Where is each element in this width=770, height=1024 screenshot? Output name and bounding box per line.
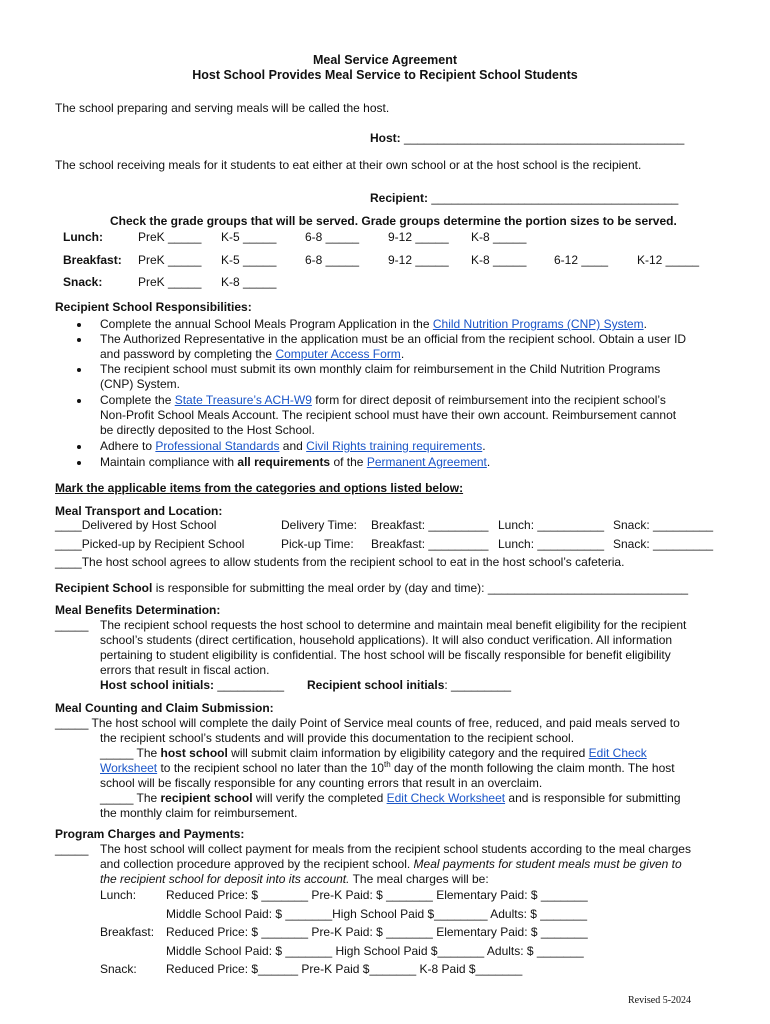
cnp-system-link[interactable]: Child Nutrition Programs (CNP) System xyxy=(432,317,644,331)
responsibility-text: . xyxy=(486,455,491,469)
edit-check-worksheet-link-cont[interactable]: Worksheet xyxy=(100,761,158,775)
responsibility-item-cont: (CNP) System. xyxy=(100,377,181,391)
lunch-grade-k5[interactable]: K-5 _____ xyxy=(221,230,277,244)
recipient-initials-blank: : _________ xyxy=(444,678,512,692)
benefits-heading: Meal Benefits Determination: xyxy=(55,603,221,617)
delivery-lunch-field[interactable]: Lunch: __________ xyxy=(498,518,605,532)
charges-text: The host school will collect payment for meals from the recipient school students according to the meal charges xyxy=(100,842,691,856)
responsibility-text: Adhere to xyxy=(100,439,156,453)
host-initials-blank: __________ xyxy=(214,678,285,692)
counting-recipient-verify-option[interactable] xyxy=(100,791,681,806)
responsibility-item xyxy=(100,393,666,408)
counting-text: will verify the completed xyxy=(252,791,387,805)
recipient-school-emphasis: Recipient School xyxy=(55,581,153,595)
counting-text: _____ The xyxy=(100,746,161,760)
revision-date: Revised 5-2024 xyxy=(628,995,692,1006)
benefits-text: errors that result in fiscal action. xyxy=(100,663,270,677)
counting-text: to the recipient school no later than the 10 xyxy=(157,761,384,775)
lunch-charges-row-1[interactable]: Reduced Price: $ _______ Pre-K Paid: $ _______ Elementary Paid: $ _______ xyxy=(166,888,588,902)
superscript-th: th xyxy=(383,760,391,769)
snack-charges-row[interactable]: Reduced Price: $______ Pre-K Paid $_______ K-8 Paid $_______ xyxy=(166,962,523,976)
counting-host-claim-option[interactable] xyxy=(100,746,647,761)
charges-italic-text: Meal payments for student meals must be given to xyxy=(413,857,682,871)
responsibility-text: form for direct deposit of reimbursement into the recipient school’s xyxy=(311,393,666,407)
page-title: Meal Service Agreement xyxy=(312,53,458,67)
lunch-grades-label: Lunch: xyxy=(63,230,103,244)
edit-check-worksheet-link[interactable]: Edit Check xyxy=(588,746,647,760)
counting-text-line xyxy=(100,761,675,776)
counting-host-pos-option[interactable]: _____ The host school will complete the daily Point of Service meal counts of free, reduced, and paid meals served to xyxy=(55,716,680,730)
breakfast-grades-label: Breakfast: xyxy=(63,253,122,267)
responsibility-text: and password by completing the xyxy=(100,347,276,361)
pickup-lunch-field[interactable]: Lunch: __________ xyxy=(498,537,605,551)
host-school-emphasis: host school xyxy=(160,746,228,760)
picked-up-by-recipient-option[interactable]: ____Picked-up by Recipient School xyxy=(55,537,245,551)
counting-text: the recipient school’s students and will provide this documentation to the recipient school. xyxy=(100,731,575,745)
breakfast-grade-9-12[interactable]: 9-12 _____ xyxy=(388,253,449,267)
charges-text: The meal charges will be: xyxy=(349,872,489,886)
breakfast-grade-6-12[interactable]: 6-12 ____ xyxy=(554,253,609,267)
responsibility-text: and xyxy=(279,439,307,453)
ach-w9-link[interactable]: State Treasure’s ACH-W9 xyxy=(174,393,312,407)
lunch-charges-label: Lunch: xyxy=(100,888,137,902)
counting-text: _____ The xyxy=(100,791,161,805)
bullet-icon xyxy=(76,317,84,332)
eat-at-host-cafeteria-option[interactable]: ____The host school agrees to allow students from the recipient school to eat in the host school’s cafeteria. xyxy=(55,555,625,569)
host-initials-field[interactable] xyxy=(100,678,284,693)
lunch-charges-row-2[interactable]: Middle School Paid: $ _______High School Paid $________ Adults: $ _______ xyxy=(166,907,587,921)
delivery-snack-field[interactable]: Snack: _________ xyxy=(613,518,714,532)
charges-heading: Program Charges and Payments: xyxy=(55,827,245,841)
host-blank: __________________________________________ xyxy=(404,131,685,145)
recipient-label: Recipient: xyxy=(370,191,429,205)
responsibility-text: . xyxy=(482,439,486,453)
snack-grade-k8[interactable]: K-8 _____ xyxy=(221,275,277,289)
responsibility-item xyxy=(100,439,486,454)
counting-text: and is responsible for submitting xyxy=(505,791,681,805)
bullet-icon xyxy=(76,455,84,470)
recipient-initials-field[interactable] xyxy=(307,678,511,693)
responsibility-item-cont: Non-Profit School Meals Account. The recipient school must have their own account. Reimbursement cannot xyxy=(100,408,677,422)
transport-heading: Meal Transport and Location: xyxy=(55,504,223,518)
bullet-icon xyxy=(76,439,84,454)
snack-grades-label: Snack: xyxy=(63,275,103,289)
charges-checkbox-blank[interactable]: _____ xyxy=(55,842,89,856)
responsibility-text: Complete the xyxy=(100,393,175,407)
responsibility-text: Maintain compliance with xyxy=(100,455,238,469)
recipient-blank: _____________________________________ xyxy=(431,191,679,205)
bullet-icon xyxy=(76,362,84,377)
pickup-breakfast-field[interactable]: Breakfast: _________ xyxy=(371,537,489,551)
meal-order-statement[interactable] xyxy=(55,581,688,596)
page-subtitle: Host School Provides Meal Service to Recipient School Students xyxy=(192,68,578,82)
responsibility-item-cont xyxy=(100,347,404,362)
recipient-school-emphasis: recipient school xyxy=(160,791,253,805)
counting-heading: Meal Counting and Claim Submission: xyxy=(55,701,274,715)
benefits-checkbox-blank[interactable]: _____ xyxy=(55,618,89,632)
benefits-text: school’s students (direct certification, household applications). It will also conduct verification. All information xyxy=(100,633,673,647)
delivered-by-host-option[interactable]: ____Delivered by Host School xyxy=(55,518,217,532)
counting-text: the monthly claim for reimbursement. xyxy=(100,806,298,820)
meal-order-text: is responsible for submitting the meal order by (day and time): ______________________________ xyxy=(152,581,689,595)
breakfast-grade-prek[interactable]: PreK _____ xyxy=(138,253,202,267)
permanent-agreement-link[interactable]: Permanent Agreement xyxy=(366,455,487,469)
breakfast-charges-row-2[interactable]: Middle School Paid: $ _______ High School Paid $_______ Adults: $ _______ xyxy=(166,944,584,958)
charges-text-line xyxy=(100,857,682,872)
breakfast-grade-k12[interactable]: K-12 _____ xyxy=(637,253,700,267)
responsibility-item-cont: be directly deposited to the Host School. xyxy=(100,423,315,437)
counting-text: day of the month following the claim month. The host xyxy=(390,761,675,775)
breakfast-grade-k5[interactable]: K-5 _____ xyxy=(221,253,277,267)
responsibility-item xyxy=(100,317,647,332)
delivery-time-label: Delivery Time: xyxy=(281,518,358,532)
lunch-grade-k8[interactable]: K-8 _____ xyxy=(471,230,527,244)
host-label: Host: xyxy=(370,131,401,145)
edit-check-worksheet-link-2[interactable]: Edit Check Worksheet xyxy=(386,791,506,805)
responsibility-item xyxy=(100,455,490,470)
responsibility-item: The recipient school must submit its own monthly claim for reimbursement in the Child Nutrition Programs xyxy=(100,362,661,376)
host-field[interactable] xyxy=(370,131,684,146)
bullet-icon xyxy=(76,393,84,408)
civil-rights-training-link[interactable]: Civil Rights training requirements xyxy=(306,439,483,453)
delivery-breakfast-field[interactable]: Breakfast: _________ xyxy=(371,518,489,532)
benefits-text: The recipient school requests the host school to determine and maintain meal benefit eligibility for the recipient xyxy=(100,618,687,632)
host-initials-label: Host school initials: xyxy=(100,678,215,692)
snack-grade-prek[interactable]: PreK _____ xyxy=(138,275,202,289)
breakfast-grade-k8[interactable]: K-8 _____ xyxy=(471,253,527,267)
host-definition: The school preparing and serving meals will be called the host. xyxy=(55,101,390,115)
responsibilities-heading: Recipient School Responsibilities: xyxy=(55,300,252,314)
recipient-initials-label: Recipient school initials xyxy=(307,678,445,692)
lunch-grade-6-8[interactable]: 6-8 _____ xyxy=(305,230,360,244)
breakfast-charges-label: Breakfast: xyxy=(100,925,155,939)
recipient-field[interactable] xyxy=(370,191,678,206)
breakfast-grade-6-8[interactable]: 6-8 _____ xyxy=(305,253,360,267)
snack-charges-label: Snack: xyxy=(100,962,137,976)
recipient-definition: The school receiving meals for it students to eat either at their own school or at the host school is the recipient. xyxy=(55,158,642,172)
charges-text: and collection procedure approved by the recipient school. xyxy=(100,857,414,871)
breakfast-charges-row-1[interactable]: Reduced Price: $ _______ Pre-K Paid: $ _______ Elementary Paid: $ _______ xyxy=(166,925,588,939)
responsibility-text: of the xyxy=(330,455,367,469)
grade-groups-heading: Check the grade groups that will be served. Grade groups determine the portion sizes to be served. xyxy=(110,214,677,228)
lunch-grade-9-12[interactable]: 9-12 _____ xyxy=(388,230,449,244)
counting-text: school will be fiscally responsible for any counting errors that result in an overclaim. xyxy=(100,776,543,790)
responsibility-text: Complete the annual School Meals Program Application in the xyxy=(100,317,433,331)
charges-text-line xyxy=(100,872,489,887)
responsibility-text: . xyxy=(643,317,647,331)
responsibility-item: The Authorized Representative in the application must be an official from the recipient school. Obtain a user ID xyxy=(100,332,687,346)
responsibility-text: . xyxy=(400,347,405,361)
bullet-icon xyxy=(76,332,84,347)
responsibility-emphasis: all requirements xyxy=(237,455,331,469)
benefits-text: pertaining to student eligibility is confidential. The host school will be fiscally responsible for benefit eligibility xyxy=(100,648,671,662)
professional-standards-link[interactable]: Professional Standards xyxy=(155,439,280,453)
lunch-grade-prek[interactable]: PreK _____ xyxy=(138,230,202,244)
mark-items-heading: Mark the applicable items from the categories and options listed below: xyxy=(55,481,464,495)
computer-access-form-link[interactable]: Computer Access Form xyxy=(275,347,401,361)
pickup-snack-field[interactable]: Snack: _________ xyxy=(613,537,714,551)
counting-text: will submit claim information by eligibility category and the required xyxy=(227,746,589,760)
charges-italic-text: the recipient school for deposit into its account. xyxy=(100,872,350,886)
pickup-time-label: Pick-up Time: xyxy=(281,537,354,551)
